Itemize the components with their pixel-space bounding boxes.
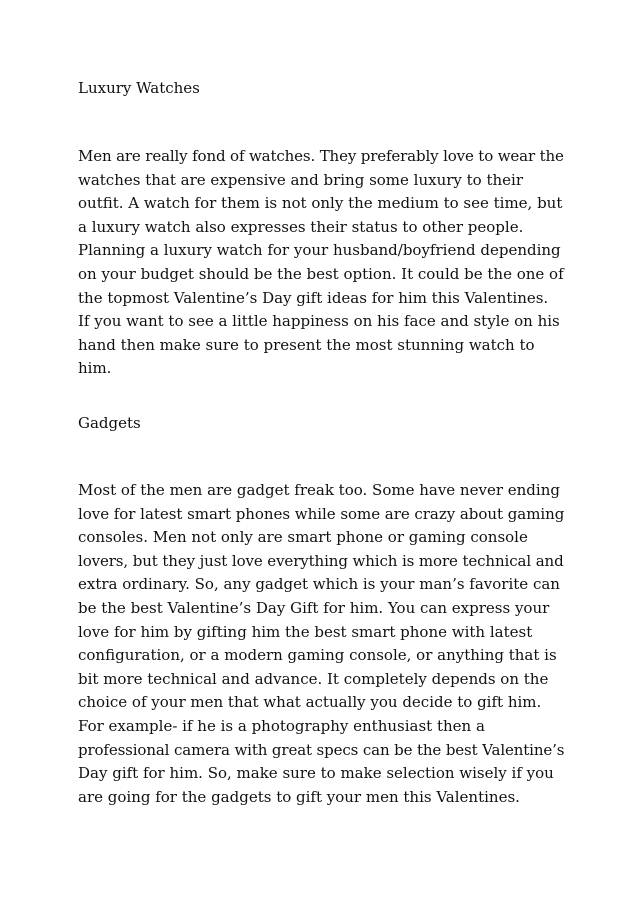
text-line: him. [78, 359, 112, 378]
paragraph-gadgets [78, 479, 564, 809]
text-line: the topmost Valentine’s Day gift ideas for him this Valentines. [78, 288, 549, 307]
text-line: Day gift for him. So, make sure to make selection wisely if you [78, 764, 554, 783]
text-line: are going for the gadgets to gift your men this Valentines. [78, 787, 520, 806]
text-line: a luxury watch also expresses their status to other people. [78, 217, 524, 236]
text-line: Men are really fond of watches. They preferably love to wear the [78, 147, 564, 165]
text-line: choice of your men that what actually you decide to gift him. [78, 693, 542, 712]
text-line: If you want to see a little happiness on his face and style on his [78, 312, 560, 331]
text-line: watches that are expensive and bring some luxury to their [78, 170, 524, 189]
paragraph-luxury-watches [78, 145, 564, 381]
text-line: hand then make sure to present the most stunning watch to [78, 335, 535, 354]
text-line: outfit. A watch for them is not only the medium to see time, but [78, 194, 563, 213]
section-heading-luxury-watches: Luxury Watches [78, 79, 200, 97]
text-line: lovers, but they just love everything which is more technical and [78, 551, 564, 570]
text-line: For example- if he is a photography enthusiast then a [78, 716, 485, 735]
text-line: on your budget should be the best option. It could be the one of [78, 264, 564, 283]
text-line: professional camera with great specs can be the best Valentine’s [78, 740, 565, 759]
section-heading-gadgets: Gadgets [78, 414, 141, 432]
text-line: configuration, or a modern gaming console, or anything that is [78, 646, 557, 665]
text-line: bit more technical and advance. It completely depends on the [78, 669, 549, 688]
text-line: Most of the men are gadget freak too. Some have never ending [78, 481, 560, 499]
text-line: Planning a luxury watch for your husband/boyfriend depending [78, 241, 561, 260]
text-line: be the best Valentine’s Day Gift for him. You can express your [78, 598, 550, 617]
text-line: love for him by gifting him the best smart phone with latest [78, 622, 533, 641]
text-line: love for latest smart phones while some are crazy about gaming [78, 504, 565, 523]
text-line: extra ordinary. So, any gadget which is your man’s favorite can [78, 575, 560, 594]
text-line: consoles. Men not only are smart phone or gaming console [78, 528, 528, 547]
